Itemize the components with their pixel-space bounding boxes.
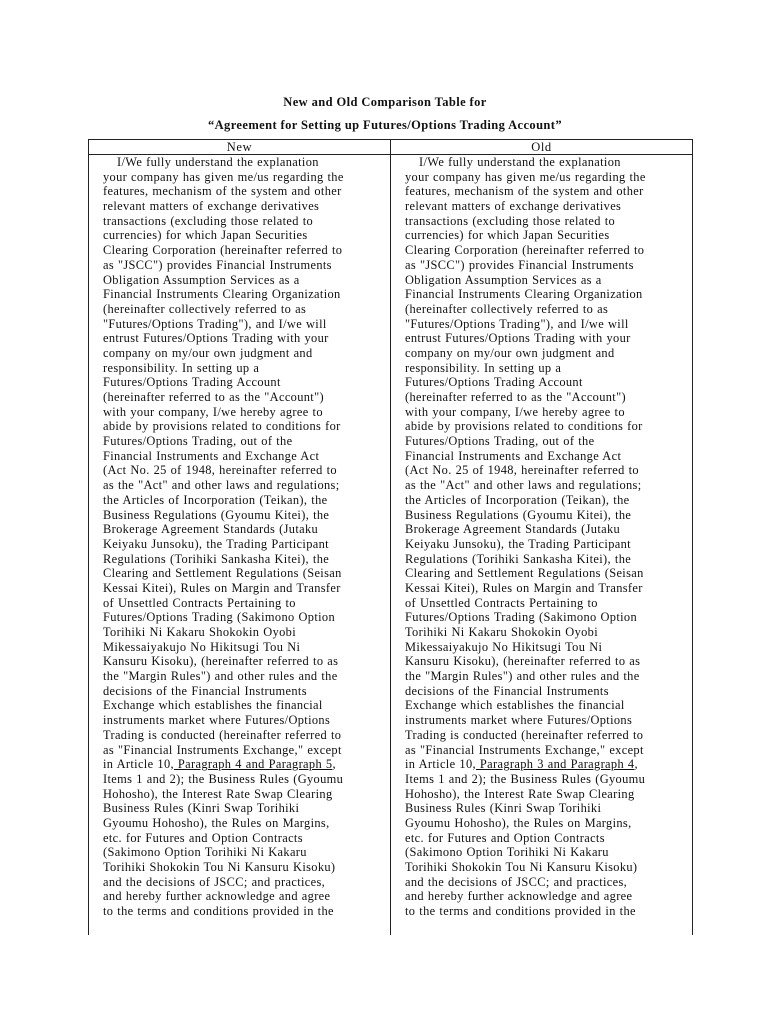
new-line-text: relevant matters of exchange derivatives	[103, 199, 320, 214]
old-line-text: (hereinafter referred to as the "Account")	[405, 390, 626, 404]
old-line-text: Trading is conducted (hereinafter referred to	[405, 727, 644, 742]
new-line-text: decisions of the Financial Instruments	[103, 683, 307, 698]
old-text-line	[405, 684, 682, 699]
new-text-line	[103, 728, 380, 743]
old-text-line	[405, 184, 682, 199]
new-line-text: of Unsettled Contracts Pertaining to	[103, 595, 296, 610]
old-line-text: Futures/Options Trading, out of the	[405, 434, 595, 449]
old-line-text: Clearing and Settlement Regulations (Seisan	[405, 566, 644, 581]
old-text-line	[405, 258, 682, 273]
new-text-line	[103, 419, 380, 434]
old-text-line	[405, 214, 682, 229]
old-line-text: in Article 10,	[405, 757, 476, 772]
old-comma: ,	[634, 757, 638, 772]
old-line-text: and the decisions of JSCC; and practices,	[405, 874, 628, 889]
old-line-text: (Sakimono Option Torihiki Ni Kakaru	[405, 845, 609, 860]
old-text-line	[405, 772, 682, 787]
old-line-text: to the terms and conditions provided in the	[405, 904, 636, 919]
new-line-text: responsibility. In setting up a	[103, 360, 260, 375]
new-line-text: Futures/Options Trading (Sakimono Option	[103, 610, 336, 625]
new-line-text: Hohosho), the Interest Rate Swap Clearing	[103, 786, 333, 801]
new-line-text: Financial Instruments and Exchange Act	[103, 448, 320, 463]
new-line-text: Gyoumu Hohosho), the Rules on Margins,	[103, 815, 330, 830]
new-line-text: Kansuru Kisoku), (hereinafter referred to as	[103, 654, 339, 669]
old-text-line	[405, 801, 682, 816]
new-line-text: to the terms and conditions provided in the	[103, 904, 334, 919]
old-amended-clause: Paragraph 3 and Paragraph 4	[475, 757, 635, 772]
old-line-text: Torihiki Ni Kakaru Shokokin Oyobi	[405, 625, 599, 639]
old-text-line	[405, 434, 682, 449]
content-row	[89, 155, 693, 936]
old-line-text: Brokerage Agreement Standards (Jutaku	[405, 522, 621, 537]
old-line-text: the "Margin Rules") and other rules and the	[405, 669, 640, 684]
new-line-text: Regulations (Torihiki Sankasha Kitei), the	[103, 551, 330, 566]
old-text-line	[405, 346, 682, 361]
old-text-line	[405, 816, 682, 831]
new-line-text: Obligation Assumption Services as a	[103, 272, 300, 287]
new-text-line	[103, 552, 380, 567]
new-text-line	[103, 228, 380, 243]
old-line-text: (Act No. 25 of 1948, hereinafter referred to	[405, 463, 639, 478]
old-text-line	[405, 757, 682, 772]
old-line-text: Mikessaiyakujo No Hikitsugi Tou Ni	[405, 639, 603, 654]
new-text-line	[103, 669, 380, 684]
new-line-text: Business Rules (Kinri Swap Torihiki	[103, 801, 300, 816]
old-line-text: currencies) for which Japan Securities	[405, 228, 610, 243]
old-line-text: "Futures/Options Trading"), and I/we will	[405, 316, 629, 331]
new-line-text: Futures/Options Trading, out of the	[103, 434, 293, 449]
old-text-line	[405, 566, 682, 581]
old-text-line	[405, 155, 682, 170]
new-line-text: features, mechanism of the system and other	[103, 184, 342, 199]
old-line-text: Futures/Options Trading Account	[405, 375, 583, 390]
old-text-line	[405, 375, 682, 390]
old-text-line	[405, 478, 682, 493]
old-text-line	[405, 743, 682, 758]
new-text-line	[103, 317, 380, 332]
new-line-text: (hereinafter referred to as the "Account")	[103, 390, 324, 404]
new-text-line	[103, 684, 380, 699]
new-text-line	[103, 875, 380, 890]
new-text-line	[103, 787, 380, 802]
new-text-line	[103, 214, 380, 229]
new-text-line	[103, 302, 380, 317]
new-text-line	[103, 375, 380, 390]
old-text-line	[405, 331, 682, 346]
new-line-text: Torihiki Shokokin Tou Ni Kansuru Kisoku)	[103, 860, 336, 874]
old-text-line	[405, 390, 682, 405]
new-text-line	[103, 654, 380, 669]
old-line-text: Regulations (Torihiki Sankasha Kitei), the	[405, 551, 632, 566]
old-line-text: etc. for Futures and Option Contracts	[405, 830, 605, 845]
new-line-text: (Act No. 25 of 1948, hereinafter referred to	[103, 463, 337, 478]
new-line-text: as "JSCC") provides Financial Instruments	[103, 257, 332, 272]
old-text-line	[405, 317, 682, 332]
new-line-text: Trading is conducted (hereinafter referred to	[103, 727, 342, 742]
comparison-table	[88, 139, 693, 935]
new-text-line	[103, 346, 380, 361]
new-text-line	[103, 478, 380, 493]
new-text-line	[103, 610, 380, 625]
old-text-line	[405, 243, 682, 258]
new-line-text: Clearing and Settlement Regulations (Seisan	[103, 566, 342, 581]
old-text-line	[405, 889, 682, 904]
new-text-line	[103, 508, 380, 523]
old-text-line	[405, 449, 682, 464]
new-text-line	[103, 845, 380, 860]
new-line-text: and the decisions of JSCC; and practices,	[103, 874, 326, 889]
new-line-text: and hereby further acknowledge and agree	[103, 889, 331, 904]
old-line-text: Kessai Kitei), Rules on Margin and Transfer	[405, 580, 643, 595]
new-line-text: transactions (excluding those related to	[103, 213, 314, 228]
old-text-line	[405, 654, 682, 669]
new-line-text: entrust Futures/Options Trading with your	[103, 331, 329, 346]
new-text-line	[103, 361, 380, 376]
old-line-text: as "JSCC") provides Financial Instruments	[405, 257, 634, 272]
new-text-line	[103, 757, 380, 772]
new-text-line	[103, 889, 380, 904]
title-line-1: New and Old Comparison Table for	[283, 95, 487, 109]
old-text-line	[405, 831, 682, 846]
new-line-text: abide by provisions related to conditions for	[103, 419, 341, 434]
new-text-line	[103, 566, 380, 581]
old-text-line	[405, 273, 682, 288]
new-text	[89, 155, 390, 919]
new-line-text: "Futures/Options Trading"), and I/we will	[103, 316, 327, 331]
title-line-2: “Agreement for Setting up Futures/Options Trading Account”	[207, 118, 562, 132]
old-line-text: as the "Act" and other laws and regulations;	[405, 478, 642, 493]
new-line-text: Financial Instruments Clearing Organization	[103, 287, 341, 302]
old-text-line	[405, 610, 682, 625]
old-text-line	[405, 640, 682, 655]
old-text-line	[405, 463, 682, 478]
old-line-text: (hereinafter collectively referred to as	[405, 301, 609, 316]
new-text-line	[103, 537, 380, 552]
new-text-line	[103, 463, 380, 478]
new-line-text: in Article 10,	[103, 757, 174, 772]
old-line-text: Business Rules (Kinri Swap Torihiki	[405, 801, 602, 816]
old-line-text: Torihiki Shokokin Tou Ni Kansuru Kisoku)	[405, 860, 638, 874]
new-text-line	[103, 772, 380, 787]
new-text-line	[103, 831, 380, 846]
old-line-text: Gyoumu Hohosho), the Rules on Margins,	[405, 815, 632, 830]
old-line-text: Business Regulations (Gyoumu Kitei), the	[405, 507, 632, 522]
new-line-text: currencies) for which Japan Securities	[103, 228, 308, 243]
old-text-line	[405, 596, 682, 611]
new-text-line	[103, 625, 380, 640]
new-line-text: with your company, I/we hereby agree to	[103, 404, 323, 419]
new-text-line	[103, 405, 380, 420]
old-text-line	[405, 698, 682, 713]
old-line-text: and hereby further acknowledge and agree	[405, 889, 633, 904]
new-text-line	[103, 331, 380, 346]
new-line-text: Exchange which establishes the financial	[103, 698, 323, 713]
old-line-text: Futures/Options Trading (Sakimono Option	[405, 610, 638, 625]
old-text-line	[405, 419, 682, 434]
old-line-text: relevant matters of exchange derivatives	[405, 199, 622, 214]
old-line-text: instruments market where Futures/Options	[405, 713, 633, 728]
old-text	[391, 155, 692, 919]
new-line-text: I/We fully understand the explanation	[117, 155, 319, 169]
new-comma: ,	[332, 757, 336, 772]
new-text-line	[103, 743, 380, 758]
old-text-line	[405, 728, 682, 743]
column-header-old: Old	[391, 140, 693, 155]
new-text-line	[103, 640, 380, 655]
old-line-text: as "Financial Instruments Exchange," except	[405, 742, 644, 757]
new-text-line	[103, 258, 380, 273]
old-text-line	[405, 845, 682, 860]
old-text-line	[405, 713, 682, 728]
new-text-line	[103, 860, 380, 875]
new-line-text: instruments market where Futures/Options	[103, 713, 331, 728]
old-line-text: Keiyaku Junsoku), the Trading Participant	[405, 536, 631, 551]
old-text-line	[405, 669, 682, 684]
old-line-text: Financial Instruments Clearing Organization	[405, 287, 643, 302]
old-line-text: entrust Futures/Options Trading with your	[405, 331, 631, 346]
old-line-text: Kansuru Kisoku), (hereinafter referred to as	[405, 654, 641, 669]
old-text-line	[405, 904, 682, 919]
old-line-text: Clearing Corporation (hereinafter referred to	[405, 243, 645, 258]
new-text-line	[103, 904, 380, 919]
old-text-line	[405, 625, 682, 640]
new-text-line	[103, 581, 380, 596]
new-line-text: Torihiki Ni Kakaru Shokokin Oyobi	[103, 625, 297, 639]
new-line-text: as the "Act" and other laws and regulations;	[103, 478, 340, 493]
new-text-line	[103, 273, 380, 288]
new-text-line	[103, 596, 380, 611]
new-line-text: Business Regulations (Gyoumu Kitei), the	[103, 507, 330, 522]
new-text-line	[103, 155, 380, 170]
old-line-text: responsibility. In setting up a	[405, 360, 562, 375]
new-text-line	[103, 287, 380, 302]
new-line-text: Brokerage Agreement Standards (Jutaku	[103, 522, 319, 537]
new-line-text: as "Financial Instruments Exchange," except	[103, 742, 342, 757]
old-line-text: abide by provisions related to conditions for	[405, 419, 643, 434]
new-text-line	[103, 434, 380, 449]
new-text-line	[103, 184, 380, 199]
new-line-text: Items 1 and 2); the Business Rules (Gyoumu	[103, 771, 344, 786]
new-text-line	[103, 698, 380, 713]
old-line-text: Financial Instruments and Exchange Act	[405, 448, 622, 463]
new-amended-clause: Paragraph 4 and Paragraph 5	[173, 757, 333, 772]
old-line-text: transactions (excluding those related to	[405, 213, 616, 228]
old-text-line	[405, 302, 682, 317]
new-text-line	[103, 522, 380, 537]
new-text-line	[103, 816, 380, 831]
new-line-text: Keiyaku Junsoku), the Trading Participant	[103, 536, 329, 551]
column-header-new: New	[89, 140, 391, 155]
new-cell	[89, 155, 391, 936]
old-text-line	[405, 875, 682, 890]
old-text-line	[405, 287, 682, 302]
old-line-text: of Unsettled Contracts Pertaining to	[405, 595, 598, 610]
old-text-line	[405, 522, 682, 537]
new-text-line	[103, 493, 380, 508]
new-line-text: your company has given me/us regarding the	[103, 169, 344, 184]
old-line-text: the Articles of Incorporation (Teikan), the	[405, 492, 630, 507]
old-text-line	[405, 405, 682, 420]
old-line-text: company on my/our own judgment and	[405, 345, 615, 360]
new-text-line	[103, 243, 380, 258]
old-line-text: Items 1 and 2); the Business Rules (Gyoumu	[405, 771, 646, 786]
old-text-line	[405, 787, 682, 802]
new-line-text: Mikessaiyakujo No Hikitsugi Tou Ni	[103, 639, 301, 654]
old-text-line	[405, 228, 682, 243]
old-line-text: Hohosho), the Interest Rate Swap Clearing	[405, 786, 635, 801]
new-line-text: company on my/our own judgment and	[103, 345, 313, 360]
old-line-text: decisions of the Financial Instruments	[405, 683, 609, 698]
new-line-text: etc. for Futures and Option Contracts	[103, 830, 303, 845]
new-text-line	[103, 199, 380, 214]
old-cell	[391, 155, 693, 936]
old-line-text: I/We fully understand the explanation	[419, 155, 621, 169]
old-line-text: Exchange which establishes the financial	[405, 698, 625, 713]
header-row	[89, 140, 693, 155]
new-line-text: Clearing Corporation (hereinafter referred to	[103, 243, 343, 258]
new-text-line	[103, 170, 380, 185]
old-text-line	[405, 199, 682, 214]
old-text-line	[405, 552, 682, 567]
old-line-text: your company has given me/us regarding the	[405, 169, 646, 184]
new-line-text: (hereinafter collectively referred to as	[103, 301, 307, 316]
old-text-line	[405, 860, 682, 875]
old-text-line	[405, 537, 682, 552]
old-text-line	[405, 170, 682, 185]
old-text-line	[405, 361, 682, 376]
new-line-text: Futures/Options Trading Account	[103, 375, 281, 390]
new-text-line	[103, 390, 380, 405]
old-text-line	[405, 581, 682, 596]
old-text-line	[405, 508, 682, 523]
new-text-line	[103, 713, 380, 728]
old-line-text: Obligation Assumption Services as a	[405, 272, 602, 287]
new-text-line	[103, 449, 380, 464]
new-text-line	[103, 801, 380, 816]
new-line-text: (Sakimono Option Torihiki Ni Kakaru	[103, 845, 307, 860]
old-text-line	[405, 493, 682, 508]
old-line-text: with your company, I/we hereby agree to	[405, 404, 625, 419]
old-line-text: features, mechanism of the system and other	[405, 184, 644, 199]
new-line-text: the Articles of Incorporation (Teikan), the	[103, 492, 328, 507]
new-line-text: Kessai Kitei), Rules on Margin and Transfer	[103, 580, 341, 595]
new-line-text: the "Margin Rules") and other rules and the	[103, 669, 338, 684]
